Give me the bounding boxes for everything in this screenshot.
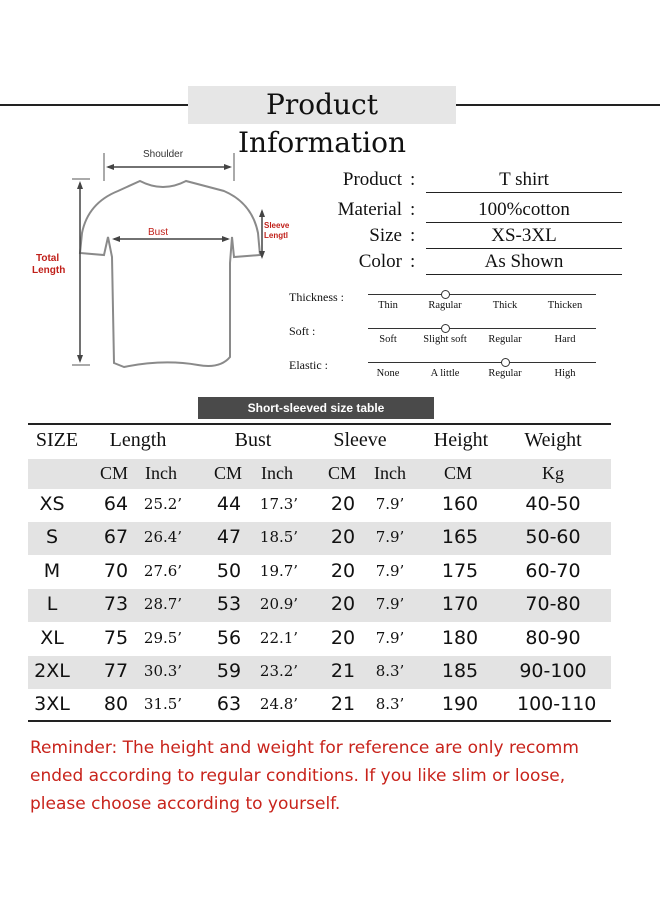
table-row bbox=[28, 623, 611, 656]
table-cell: 20 bbox=[330, 526, 356, 548]
info-row bbox=[252, 224, 612, 248]
table-cell: 27.6’ bbox=[143, 562, 183, 580]
info-colon: : bbox=[410, 225, 416, 246]
table-cell: 170 bbox=[441, 593, 479, 615]
table-cell: 160 bbox=[441, 493, 479, 515]
scale-option: A little bbox=[430, 368, 460, 379]
scale-option: Thin bbox=[378, 300, 398, 311]
table-row bbox=[28, 689, 611, 720]
info-colon: : bbox=[410, 199, 416, 220]
info-colon: : bbox=[410, 169, 416, 190]
header-rule-right bbox=[456, 104, 660, 106]
table-cell: 70 bbox=[103, 560, 129, 582]
scale-marker bbox=[441, 324, 450, 333]
page-title: Product Information bbox=[188, 86, 456, 124]
info-row bbox=[252, 250, 612, 274]
table-cell: 80 bbox=[103, 693, 129, 715]
table-cell: L bbox=[46, 593, 58, 615]
table-cell: 28.7’ bbox=[143, 595, 183, 613]
reminder-line: please choose according to yourself. bbox=[30, 794, 341, 814]
table-cell: 190 bbox=[441, 693, 479, 715]
unit-header: Inch bbox=[261, 463, 293, 483]
header-rule-left bbox=[0, 104, 188, 106]
table-cell: 3XL bbox=[34, 693, 70, 715]
scale-line bbox=[368, 328, 596, 329]
tshirt-icon bbox=[28, 145, 288, 370]
table-cell: 26.4’ bbox=[143, 528, 183, 546]
table-cell: 75 bbox=[103, 627, 129, 649]
info-value: As Shown bbox=[426, 250, 622, 275]
table-cell: 63 bbox=[216, 693, 242, 715]
table-row bbox=[28, 522, 611, 555]
column-header: SIZE bbox=[35, 429, 79, 451]
table-cell: 23.2’ bbox=[259, 662, 299, 680]
scale-label: Elastic : bbox=[289, 358, 328, 372]
table-cell: 77 bbox=[103, 660, 129, 682]
info-value: XS-3XL bbox=[426, 224, 622, 249]
table-cell: 80-90 bbox=[525, 627, 581, 649]
table-cell: 20 bbox=[330, 560, 356, 582]
table-cell: 44 bbox=[216, 493, 242, 515]
column-header: Weight bbox=[524, 429, 582, 451]
table-cell: 56 bbox=[216, 627, 242, 649]
table-cell: 8.3’ bbox=[375, 695, 405, 713]
scale-option: Ragular bbox=[428, 300, 462, 311]
table-cell: 73 bbox=[103, 593, 129, 615]
total-length-label-1: Total bbox=[36, 253, 60, 264]
table-cell: 20 bbox=[330, 593, 356, 615]
table-cell: 40-50 bbox=[525, 493, 581, 515]
info-label: Product bbox=[342, 169, 402, 190]
table-cell: 17.3’ bbox=[259, 495, 299, 513]
unit-header: CM bbox=[327, 463, 356, 483]
table-cell: 29.5’ bbox=[143, 629, 183, 647]
info-row bbox=[252, 198, 612, 222]
column-header: Bust bbox=[234, 429, 272, 451]
table-cell: 25.2’ bbox=[143, 495, 183, 513]
column-header: Height bbox=[433, 429, 489, 451]
table-cell: 2XL bbox=[34, 660, 70, 682]
total-length-label-2: Length bbox=[32, 265, 66, 276]
table-row bbox=[28, 556, 611, 589]
table-row bbox=[28, 656, 611, 689]
table-cell: 47 bbox=[216, 526, 242, 548]
reminder-line: Reminder: The height and weight for reference are only recomm bbox=[30, 738, 579, 758]
scale-label: Soft : bbox=[289, 324, 316, 338]
table-cell: 100-110 bbox=[517, 693, 597, 715]
table-cell: 50-60 bbox=[525, 526, 581, 548]
unit-header: Inch bbox=[374, 463, 406, 483]
info-label: Color bbox=[358, 251, 402, 272]
table-cell: 31.5’ bbox=[143, 695, 183, 713]
table-cell: 7.9’ bbox=[375, 562, 405, 580]
table-cell: 20.9’ bbox=[259, 595, 299, 613]
table-row bbox=[28, 589, 611, 622]
scale-option: Soft bbox=[379, 334, 397, 345]
column-header: Sleeve bbox=[333, 429, 387, 451]
table-cell: 22.1’ bbox=[259, 629, 299, 647]
scale-option: None bbox=[376, 368, 400, 379]
info-colon: : bbox=[410, 251, 416, 272]
scale-line bbox=[368, 362, 596, 363]
unit-header: CM bbox=[99, 463, 128, 483]
table-cell: 7.9’ bbox=[375, 528, 405, 546]
table-cell: 20 bbox=[330, 493, 356, 515]
scale-marker bbox=[441, 290, 450, 299]
table-cell: S bbox=[45, 526, 59, 548]
unit-header: CM bbox=[213, 463, 242, 483]
scale-option: Regular bbox=[488, 334, 522, 345]
info-label: Size bbox=[369, 225, 402, 246]
table-cell: 180 bbox=[441, 627, 479, 649]
bust-label: Bust bbox=[148, 227, 169, 238]
table-cell: 7.9’ bbox=[375, 629, 405, 647]
info-label: Material bbox=[337, 199, 402, 220]
scale-label: Thickness : bbox=[289, 290, 344, 304]
table-cell: XL bbox=[40, 627, 64, 649]
table-cell: 185 bbox=[441, 660, 479, 682]
table-cell: 59 bbox=[216, 660, 242, 682]
scale-line bbox=[368, 294, 596, 295]
table-cell: 20 bbox=[330, 627, 356, 649]
info-value: 100%cotton bbox=[426, 198, 622, 223]
table-cell: M bbox=[43, 560, 61, 582]
table-cell: 165 bbox=[441, 526, 479, 548]
table-cell: 64 bbox=[103, 493, 129, 515]
scale-option: Hard bbox=[554, 334, 576, 345]
table-cell: 19.7’ bbox=[259, 562, 299, 580]
reminder-text bbox=[30, 734, 630, 818]
unit-header: Kg bbox=[542, 463, 564, 483]
table-row bbox=[28, 489, 611, 522]
table-cell: 60-70 bbox=[525, 560, 581, 582]
size-table-tag: Short-sleeved size table bbox=[198, 397, 434, 419]
shirt-diagram bbox=[28, 145, 288, 370]
table-cell: 175 bbox=[441, 560, 479, 582]
table-header-row bbox=[28, 425, 611, 459]
table-units-row bbox=[28, 459, 611, 489]
unit-header: CM bbox=[443, 463, 472, 483]
scale-option: Regular bbox=[488, 368, 522, 379]
reminder-line: ended according to regular conditions. If you like slim or loose, bbox=[30, 766, 566, 786]
table-cell: 18.5’ bbox=[259, 528, 299, 546]
table-cell: 21 bbox=[330, 693, 356, 715]
table-cell: 24.8’ bbox=[259, 695, 299, 713]
info-row bbox=[252, 168, 612, 192]
table-cell: 50 bbox=[216, 560, 242, 582]
table-cell: 21 bbox=[330, 660, 356, 682]
sleeve-length-label-1: Sleeve bbox=[264, 221, 290, 230]
scale-marker bbox=[501, 358, 510, 367]
unit-header: Inch bbox=[145, 463, 177, 483]
table-cell: 7.9’ bbox=[375, 595, 405, 613]
table-cell: 8.3’ bbox=[375, 662, 405, 680]
sleeve-length-label-2: Lengtl bbox=[264, 231, 288, 240]
scale-option: Thicken bbox=[547, 300, 583, 311]
table-cell: 53 bbox=[216, 593, 242, 615]
table-bottom-rule bbox=[28, 720, 611, 722]
table-cell: 30.3’ bbox=[143, 662, 183, 680]
scale-option: High bbox=[554, 368, 576, 379]
shoulder-label: Shoulder bbox=[143, 149, 184, 160]
table-cell: 7.9’ bbox=[375, 495, 405, 513]
info-value: T shirt bbox=[426, 168, 622, 193]
column-header: Length bbox=[109, 429, 167, 451]
table-cell: 67 bbox=[103, 526, 129, 548]
table-cell: 90-100 bbox=[519, 660, 587, 682]
scale-option: Slight soft bbox=[423, 334, 467, 345]
table-cell: XS bbox=[39, 493, 65, 515]
table-cell: 70-80 bbox=[525, 593, 581, 615]
scale-option: Thick bbox=[492, 300, 518, 311]
